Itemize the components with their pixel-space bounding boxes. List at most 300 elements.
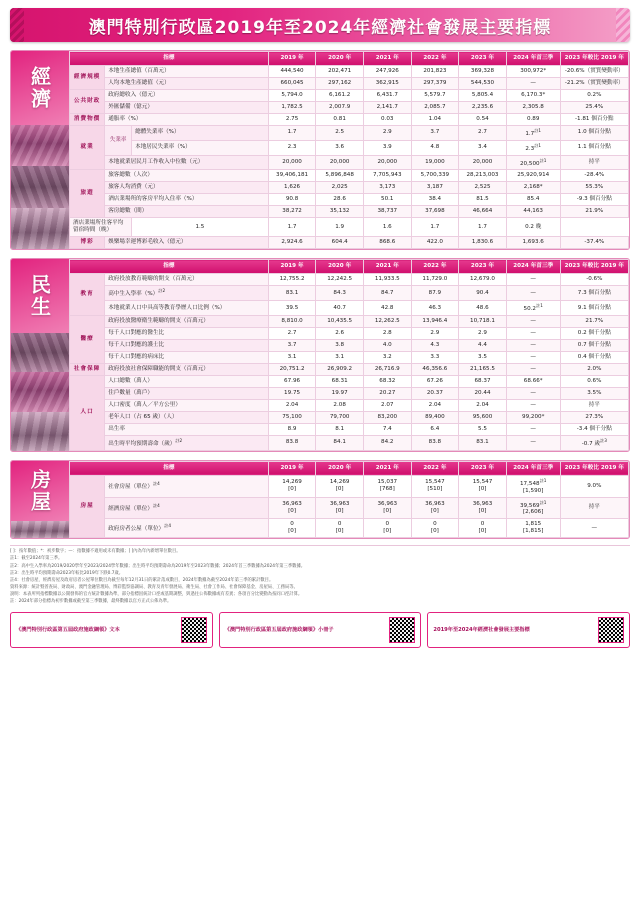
cell-value: -0.7 歲$^{註3}$: [560, 435, 628, 450]
cell-value: 604.4: [316, 237, 364, 249]
cell-value: 9.1 個百分點: [560, 301, 628, 316]
cell-value: 3.5: [459, 351, 507, 363]
cell-value: 7,705,943: [363, 170, 411, 182]
cell-value: 83.8: [268, 435, 316, 450]
section-economy-photo-3: [11, 208, 69, 249]
cell-value: 5,579.7: [411, 89, 459, 101]
cell-value: 3.4: [459, 140, 507, 155]
cell-value: 2.9: [459, 328, 507, 340]
cell-value: 46,664: [459, 206, 507, 218]
row-indicator: 經濟房屋（單位）$^{註4}$: [105, 497, 269, 519]
cell-value: 1.6: [363, 218, 411, 237]
col-2023: 2023 年: [459, 260, 507, 274]
col-change: 2023 年較比 2019 年: [560, 52, 628, 66]
row-indicator: 老年人口（占 65 歲）（人）: [105, 411, 269, 423]
row-indicator: 政府投放教育範疇的開支（百萬元）: [105, 274, 269, 286]
qr-code-icon[interactable]: [598, 617, 624, 643]
cell-value: 19.75: [268, 387, 316, 399]
cell-value: 12,679.0: [459, 274, 507, 286]
cell-value: 13,946.4: [411, 316, 459, 328]
cell-value: 15,547 [0]: [459, 475, 507, 497]
row-indicator: 酒店業場所住客平均留宿時間（晚）: [70, 218, 132, 237]
cell-value: 10,718.1: [459, 316, 507, 328]
cell-value: 39,569$^{註1}$ [2,606]: [506, 497, 560, 519]
section-housing-badge: 房屋: [11, 461, 69, 521]
cell-value: 2,007.9: [316, 101, 364, 113]
row-category: 就業: [70, 125, 105, 170]
section-economy-table-wrap: [69, 51, 629, 249]
cell-value: 0.4 個千分點: [560, 351, 628, 363]
section-livelihood-table-wrap: [69, 259, 629, 450]
table-row: [70, 328, 629, 340]
row-indicator: 本地居民失業率（%）: [132, 140, 269, 155]
row-indicator: 客房總數（間）: [105, 206, 269, 218]
cell-value: 1,626: [268, 182, 316, 194]
cell-value: 300,972*: [506, 66, 560, 78]
col-2019: 2019 年: [268, 52, 316, 66]
table-row: [70, 125, 629, 140]
cell-value: 202,471: [316, 66, 364, 78]
cell-value: 84.1: [316, 435, 364, 450]
cell-value: 1.7: [459, 218, 507, 237]
table-row: [70, 286, 629, 301]
cell-value: 7.4: [363, 423, 411, 435]
economy-table-header: [70, 52, 629, 66]
cell-value: 3.3: [411, 351, 459, 363]
cell-value: 1.7: [268, 218, 316, 237]
qr-card[interactable]: [427, 612, 630, 648]
table-row: [70, 77, 629, 89]
col-2020: 2020 年: [316, 260, 364, 274]
row-indicator: 政府總收入（億元）: [105, 89, 269, 101]
cell-value: —: [560, 519, 628, 538]
row-indicator: 每千人口對應的醫生比: [105, 328, 269, 340]
table-row: [70, 399, 629, 411]
table-row: [70, 206, 629, 218]
cell-value: 90.4: [459, 286, 507, 301]
section-economy-sidebar: [11, 51, 69, 249]
cell-value: 46,356.6: [411, 363, 459, 375]
cell-value: 297,162: [316, 77, 364, 89]
cell-value: 369,328: [459, 66, 507, 78]
cell-value: 2.3$^{註1}$: [506, 140, 560, 155]
qr-code-icon[interactable]: [389, 617, 415, 643]
cell-value: 50.2$^{註1}$: [506, 301, 560, 316]
cell-value: 37,698: [411, 206, 459, 218]
cell-value: 26,716.9: [363, 363, 411, 375]
cell-value: 4.0: [363, 339, 411, 351]
housing-table-header: [70, 461, 629, 475]
cell-value: 75,100: [268, 411, 316, 423]
row-category: 教育: [70, 274, 105, 316]
table-row: [70, 101, 629, 113]
housing-table: [69, 461, 629, 539]
cell-value: 2,235.6: [459, 101, 507, 113]
cell-value: 2.6: [316, 328, 364, 340]
table-row: [70, 274, 629, 286]
cell-value: 3,187: [411, 182, 459, 194]
row-indicator: 總體失業率（%）: [132, 125, 269, 140]
row-indicator: 政府投放醫療衛生範疇的開支（百萬元）: [105, 316, 269, 328]
table-row: [70, 423, 629, 435]
cell-value: 3,173: [363, 182, 411, 194]
table-row: [70, 519, 629, 538]
cell-value: 27.3%: [560, 411, 628, 423]
col-2020: 2020 年: [316, 52, 364, 66]
cell-value: 2.3: [268, 140, 316, 155]
cell-value: 1.04: [411, 113, 459, 125]
cell-value: -21.2%（實質變動率）: [560, 77, 628, 89]
cell-value: 6.4: [411, 423, 459, 435]
cell-value: 0.6%: [560, 375, 628, 387]
cell-value: 0.2 晚: [506, 218, 560, 237]
cell-value: 84.7: [363, 286, 411, 301]
cell-value: —: [506, 351, 560, 363]
col-2022: 2022 年: [411, 461, 459, 475]
cell-value: 0 [0]: [411, 519, 459, 538]
cell-value: 25,920,914: [506, 170, 560, 182]
footnote-line: 註4：社會房屋、經濟房屋及政府房者公屋單位數目為截至每年12月31日的累計落成數目，2024年數據為截至2024年第三季的累計數目。: [10, 577, 274, 583]
cell-value: 5,794.0: [268, 89, 316, 101]
cell-value: 362,915: [363, 77, 411, 89]
cell-value: 19,000: [411, 155, 459, 170]
col-2019: 2019 年: [268, 260, 316, 274]
table-row: [70, 387, 629, 399]
qr-card-label: 2019年至2024年經濟社會發展主要指標: [433, 626, 530, 633]
cell-value: 36,963 [0]: [268, 497, 316, 519]
footnote-line: 註2：高中生入學率為2019/2020學年至2023/2024學年數據；出生時平均預期壽命為2019年至2023年數據；2024年首三季數據為2024年第三季數據。: [10, 563, 306, 569]
cell-value: 2.8: [363, 328, 411, 340]
row-category: 醫療: [70, 316, 105, 364]
section-livelihood-sidebar: [11, 259, 69, 450]
qr-card[interactable]: [10, 612, 213, 648]
qr-card[interactable]: [219, 612, 422, 648]
cell-value: 868.6: [363, 237, 411, 249]
cell-value: 83.1: [268, 286, 316, 301]
row-indicator: 住戶數量（萬戶）: [105, 387, 269, 399]
cell-value: —: [506, 399, 560, 411]
col-2024q3: 2024 年首三季: [506, 461, 560, 475]
cell-value: 83.8: [411, 435, 459, 450]
table-row: [70, 301, 629, 316]
cell-value: 0 [0]: [459, 519, 507, 538]
cell-value: 2,025: [316, 182, 364, 194]
cell-value: 4.3: [411, 339, 459, 351]
footnote-line: [ ]：按年數值；*：初步數字；—：指數據不適用或未有數據；[ ]內為年內新增單位數目。: [10, 549, 181, 555]
cell-value: 21,165.5: [459, 363, 507, 375]
cell-value: 87.9: [411, 286, 459, 301]
cell-value: 6,431.7: [363, 89, 411, 101]
cell-value: 20,000: [459, 155, 507, 170]
cell-value: 持平: [560, 497, 628, 519]
cell-value: 1.7: [268, 125, 316, 140]
cell-value: —: [506, 339, 560, 351]
cell-value: 20.37: [411, 387, 459, 399]
cell-value: 14,269 [0]: [316, 475, 364, 497]
cell-value: 2.04: [268, 399, 316, 411]
cell-value: 36,963 [0]: [316, 497, 364, 519]
cell-value: 95,600: [459, 411, 507, 423]
col-2021: 2021 年: [363, 52, 411, 66]
cell-value: 15,037 [768]: [363, 475, 411, 497]
cell-value: 50.1: [363, 194, 411, 206]
cell-value: -3.4 個千分點: [560, 423, 628, 435]
livelihood-table: [69, 259, 629, 450]
cell-value: 持平: [560, 155, 628, 170]
col-2023: 2023 年: [459, 52, 507, 66]
row-indicator: 高中生入學率（%）$^{註2}$: [105, 286, 269, 301]
cell-value: 40.7: [316, 301, 364, 316]
table-row: [70, 170, 629, 182]
cell-value: 6,161.2: [316, 89, 364, 101]
cell-value: 3.2: [363, 351, 411, 363]
row-category: 社會保障: [70, 363, 105, 375]
section-housing-photo-1: [11, 521, 69, 539]
cell-value: 68.37: [459, 375, 507, 387]
cell-value: 4.8: [411, 140, 459, 155]
cell-value: 38,272: [268, 206, 316, 218]
cell-value: 48.6: [459, 301, 507, 316]
cell-value: 21.9%: [560, 206, 628, 218]
cell-value: 36,963 [0]: [459, 497, 507, 519]
cell-value: 422.0: [411, 237, 459, 249]
cell-value: 20.44: [459, 387, 507, 399]
cell-value: 201,823: [411, 66, 459, 78]
col-2021: 2021 年: [363, 461, 411, 475]
row-category: 經濟規模: [70, 66, 105, 90]
cell-value: 2.7: [268, 328, 316, 340]
cell-value: 2,305.8: [506, 101, 560, 113]
cell-value: 2.9: [411, 328, 459, 340]
cell-value: 2.07: [363, 399, 411, 411]
row-indicator: 出生率: [105, 423, 269, 435]
cell-value: 1.7: [411, 218, 459, 237]
cell-value: 0 [0]: [316, 519, 364, 538]
section-economy: [10, 50, 630, 250]
cell-value: 2.5: [316, 125, 364, 140]
row-indicator: 出生時平均預期壽命（歲）$^{註2}$: [105, 435, 269, 450]
cell-value: 2.04: [459, 399, 507, 411]
cell-value: —: [506, 286, 560, 301]
economy-table: [69, 51, 629, 249]
footnote-line: 資料來源：統計暨普查局、財政局、澳門金融管理局、博彩監察協調局、教育及青年發展局、衛生局、社會工作局、社會保障基金、房屋局、工務局等。: [10, 585, 298, 591]
cell-value: 2.0%: [560, 363, 628, 375]
cell-value: 20,000: [268, 155, 316, 170]
cell-value: 5,805.4: [459, 89, 507, 101]
row-indicator: 每千人口對應的病床比: [105, 351, 269, 363]
cell-value: 42.8: [363, 301, 411, 316]
cell-value: 297,379: [411, 77, 459, 89]
cell-value: 0.03: [363, 113, 411, 125]
cell-value: 1,815 [1,815]: [506, 519, 560, 538]
table-row: [70, 66, 629, 78]
cell-value: 8.9: [268, 423, 316, 435]
cell-value: 0 [0]: [268, 519, 316, 538]
cell-value: 2,924.6: [268, 237, 316, 249]
cell-value: 38,737: [363, 206, 411, 218]
row-indicator: 政府房者公屋（單位）$^{註4}$: [105, 519, 269, 538]
cell-value: 90.8: [268, 194, 316, 206]
table-row: [70, 316, 629, 328]
qr-code-icon[interactable]: [181, 617, 207, 643]
cell-value: 1.0 個百分點: [560, 125, 628, 140]
col-2022: 2022 年: [411, 52, 459, 66]
col-2019: 2019 年: [268, 461, 316, 475]
cell-value: —: [506, 363, 560, 375]
cell-value: 12,262.5: [363, 316, 411, 328]
table-row: [70, 89, 629, 101]
cell-value: 28.6: [316, 194, 364, 206]
row-subcategory: 失業率: [105, 125, 132, 155]
cell-value: 2.08: [316, 399, 364, 411]
cell-value: 5,896,848: [316, 170, 364, 182]
section-livelihood-photo-2: [11, 372, 69, 411]
cell-value: 38.4: [411, 194, 459, 206]
table-row: [70, 194, 629, 206]
col-change: 2023 年較比 2019 年: [560, 461, 628, 475]
page-title: 澳門特別行政區2019年至2024年經濟社會發展主要指標: [88, 17, 552, 38]
row-category: 房屋: [70, 475, 105, 538]
cell-value: 36,963 [0]: [411, 497, 459, 519]
footnote-line: 註3：出生時平均預期壽命2023年較比2019年下跌0.7歲。: [10, 570, 124, 576]
cell-value: 1,782.5: [268, 101, 316, 113]
cell-value: 6,170.3*: [506, 89, 560, 101]
row-indicator: 人口密度（萬人／平方公里）: [105, 399, 269, 411]
col-2022: 2022 年: [411, 260, 459, 274]
cell-value: 14,269 [0]: [268, 475, 316, 497]
cell-value: —: [506, 77, 560, 89]
qr-card-label: 《澳門特別行政區第五屆政府施政綱領》文本: [16, 626, 120, 633]
row-indicator: 娛樂場幸運博彩毛收入（億元）: [105, 237, 269, 249]
cell-value: 2,168*: [506, 182, 560, 194]
cell-value: 3.7: [411, 125, 459, 140]
table-row: [70, 351, 629, 363]
cell-value: 28,213,003: [459, 170, 507, 182]
cell-value: 89,400: [411, 411, 459, 423]
cell-value: —: [506, 274, 560, 286]
cell-value: 3.5%: [560, 387, 628, 399]
cell-value: 11,729.0: [411, 274, 459, 286]
cell-value: 660,045: [268, 77, 316, 89]
cell-value: 247,926: [363, 66, 411, 78]
table-row: [70, 435, 629, 450]
cell-value: 2.9: [363, 125, 411, 140]
cell-value: 20,000: [363, 155, 411, 170]
row-indicator: 人口總數（萬人）: [105, 375, 269, 387]
row-category: 博彩: [70, 237, 105, 249]
cell-value: 3.7: [268, 339, 316, 351]
cell-value: 39,406,181: [268, 170, 316, 182]
cell-value: 20.27: [363, 387, 411, 399]
cell-value: 35,132: [316, 206, 364, 218]
cell-value: 10,435.5: [316, 316, 364, 328]
cell-value: 0.2%: [560, 89, 628, 101]
row-indicator: 每千人口對應的護士比: [105, 339, 269, 351]
cell-value: 2.75: [268, 113, 316, 125]
cell-value: 0.7 個千分點: [560, 339, 628, 351]
cell-value: —: [506, 423, 560, 435]
table-row: [70, 475, 629, 497]
cell-value: 79,700: [316, 411, 364, 423]
cell-value: 99,200*: [506, 411, 560, 423]
section-livelihood-photo-1: [11, 333, 69, 372]
table-row: [70, 375, 629, 387]
cell-value: 3.6: [316, 140, 364, 155]
cell-value: 8.1: [316, 423, 364, 435]
cell-value: —: [506, 316, 560, 328]
cell-value: 1.7$^{註1}$: [506, 125, 560, 140]
table-row: [70, 140, 629, 155]
cell-value: 4.4: [459, 339, 507, 351]
cell-value: 84.3: [316, 286, 364, 301]
row-category: 人口: [70, 375, 105, 450]
table-row: [70, 363, 629, 375]
cell-value: 11,933.5: [363, 274, 411, 286]
cell-value: 1,693.6: [506, 237, 560, 249]
row-indicator: 本地生產總值（百萬元）: [105, 66, 269, 78]
section-livelihood-photo-3: [11, 412, 69, 451]
cell-value: 17,548$^{註1}$ [1,590]: [506, 475, 560, 497]
cell-value: —: [506, 328, 560, 340]
cell-value: 12,242.5: [316, 274, 364, 286]
table-row: [70, 113, 629, 125]
section-housing-table-wrap: [69, 461, 629, 539]
section-livelihood: [10, 258, 630, 451]
cell-value: 67.26: [411, 375, 459, 387]
cell-value: 1.1 個百分點: [560, 140, 628, 155]
footnotes: [10, 545, 630, 606]
col-indicator: 指標: [70, 52, 269, 66]
col-change: 2023 年較比 2019 年: [560, 260, 628, 274]
cell-value: 1.9: [316, 218, 364, 237]
cell-value: 68.66*: [506, 375, 560, 387]
section-economy-photo-2: [11, 166, 69, 207]
cell-value: 20,500$^{註1}$: [506, 155, 560, 170]
cell-value: 2,141.7: [363, 101, 411, 113]
cell-value: 3.8: [316, 339, 364, 351]
cell-value: 12,755.2: [268, 274, 316, 286]
cell-value: -37.4%: [560, 237, 628, 249]
cell-value: 0.89: [506, 113, 560, 125]
cell-value: 85.4: [506, 194, 560, 206]
cell-value: 持平: [560, 399, 628, 411]
qr-card-label: 《澳門特別行政區第五屆政府施政綱領》小冊子: [224, 626, 334, 633]
footnote-line: 註：2024年部分指標為初步數據或截至第三季數據，最終數據以官方正式公佈為準。: [10, 599, 172, 605]
table-row: [70, 237, 629, 249]
section-housing-sidebar: [11, 461, 69, 539]
cell-value: -0.6%: [560, 274, 628, 286]
cell-value: -1.81 個百分點: [560, 113, 628, 125]
table-row: [70, 411, 629, 423]
cell-value: 83.1: [459, 435, 507, 450]
table-row: [70, 339, 629, 351]
cell-value: 7.3 個百分點: [560, 286, 628, 301]
cell-value: 2.7: [459, 125, 507, 140]
footer-qr-cards: [10, 612, 630, 648]
cell-value: 39.5: [268, 301, 316, 316]
cell-value: 15,547 [510]: [411, 475, 459, 497]
cell-value: 84.2: [363, 435, 411, 450]
table-row: [70, 155, 629, 170]
col-2023: 2023 年: [459, 461, 507, 475]
row-category: 旅遊: [70, 170, 105, 218]
cell-value: 5,700,339: [411, 170, 459, 182]
cell-value: -20.6%（實質變動率）: [560, 66, 628, 78]
footnote-line: 註1：截至2024年第三季。: [10, 556, 63, 562]
row-indicator: 通脹率（%）: [105, 113, 269, 125]
section-economy-photo-1: [11, 125, 69, 166]
cell-value: —: [506, 387, 560, 399]
